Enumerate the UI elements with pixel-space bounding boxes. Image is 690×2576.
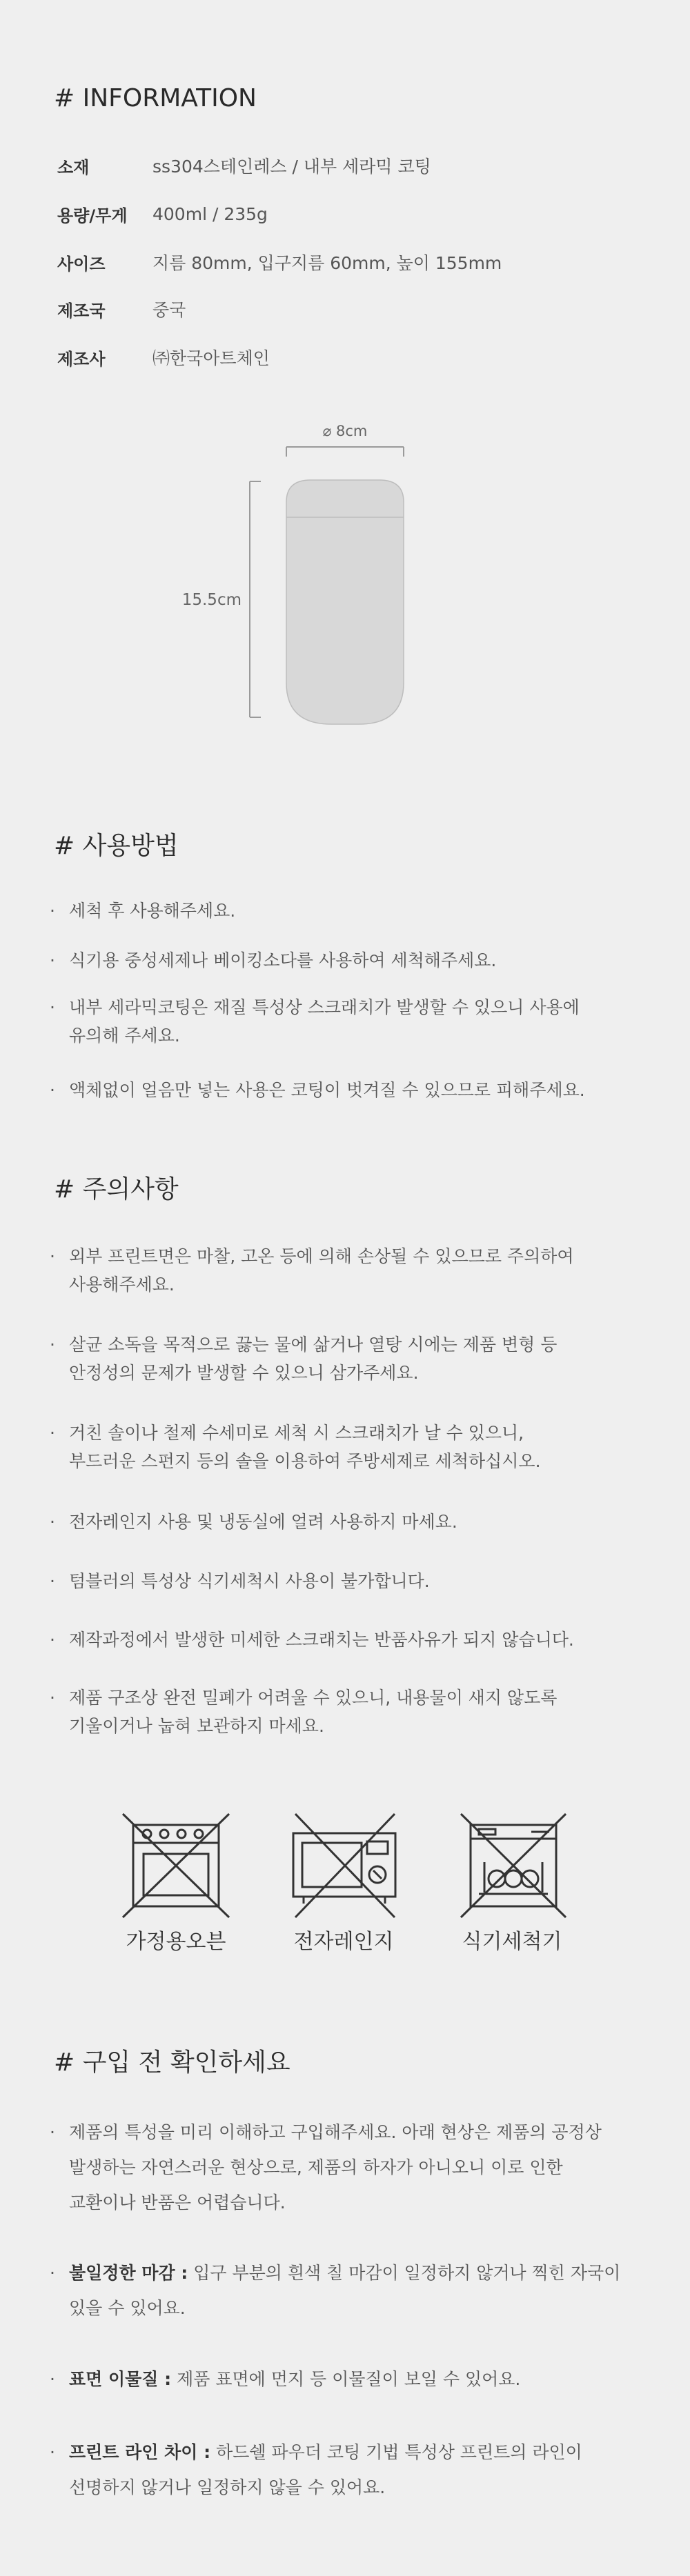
height-label: 15.5cm bbox=[181, 591, 241, 609]
before-purchase-line bbox=[50, 2255, 643, 2290]
info-label: 용량/무게 bbox=[57, 206, 128, 226]
bullet-dot: · bbox=[50, 1512, 55, 1532]
caution-item-line: 제작과정에서 발생한 미세한 스크래치는 반품사유가 되지 않습니다. bbox=[69, 1630, 574, 1650]
dishwasher-icon bbox=[461, 1814, 566, 1917]
before-purchase-line bbox=[50, 2435, 643, 2470]
caution-item-line: 텀블러의 특성상 식기세척시 사용이 불가합니다. bbox=[69, 1571, 430, 1591]
caution-item-line: 제품 구조상 완전 밀폐가 어려울 수 있으니, 내용물이 새지 않도록 bbox=[69, 1688, 558, 1708]
before-purchase-line: 제품의 특성을 미리 이해하고 구입해주세요. 아래 현상은 제품의 공정상 bbox=[69, 2122, 602, 2142]
caution-title: # 주의사항 bbox=[54, 1175, 179, 1204]
bullet-dot: · bbox=[50, 901, 55, 921]
before-purchase-line: 발생하는 자연스러운 현상으로, 제품의 하자가 아니오니 이로 인한 bbox=[69, 2157, 563, 2177]
info-value: ㈜한국아트체인 bbox=[152, 348, 270, 368]
before-purchase-text: 하드쉘 파우더 코팅 기법 특성상 프린트의 라인이 bbox=[210, 2442, 582, 2462]
bullet-dot: · bbox=[50, 2369, 55, 2389]
bullet-dot: · bbox=[50, 950, 55, 970]
caution-item-line: 외부 프린트면은 마찰, 고온 등에 의해 손상될 수 있으므로 주의하여 bbox=[69, 1246, 574, 1266]
info-label: 제조사 bbox=[57, 349, 106, 369]
bullet-dot: · bbox=[50, 2263, 55, 2283]
info-value: 400ml / 235g bbox=[152, 203, 268, 224]
before-purchase-line: 선명하지 않거나 일정하지 않을 수 있어요. bbox=[69, 2477, 386, 2497]
caution-item-line: 사용해주세요. bbox=[69, 1275, 175, 1295]
before-purchase-title: # 구입 전 확인하세요 bbox=[54, 2048, 290, 2077]
microwave-label: 전자레인지 bbox=[293, 1930, 394, 1954]
bullet-dot: · bbox=[50, 1630, 55, 1650]
info-value: 중국 bbox=[152, 300, 186, 320]
dishwasher-label: 식기세척기 bbox=[462, 1930, 562, 1954]
usage-item-line: 액체없이 얼음만 넣는 사용은 코팅이 벗겨질 수 있으므로 피해주세요. bbox=[69, 1080, 585, 1100]
caution-item-line: 안정성의 문제가 발생할 수 있으니 삼가주세요. bbox=[69, 1363, 419, 1383]
bullet-dot: · bbox=[50, 2442, 55, 2462]
caution-item-line: 부드러운 스펀지 등의 솔을 이용하여 주방세제로 세척하십시오. bbox=[69, 1451, 541, 1471]
usage-item-line: 세척 후 사용해주세요. bbox=[69, 901, 236, 921]
bullet-dot: · bbox=[50, 2122, 55, 2142]
before-purchase-item bbox=[50, 2435, 643, 2505]
before-purchase-item bbox=[50, 2362, 643, 2397]
microwave-icon bbox=[293, 1814, 395, 1917]
before-purchase-text: 입구 부분의 흰색 칠 마감이 일정하지 않거나 찍힌 자국이 bbox=[188, 2263, 621, 2283]
usage-item-line: 유의해 주세요. bbox=[69, 1026, 180, 1046]
before-purchase-line bbox=[50, 2362, 643, 2397]
caution-item-line: 살균 소독을 목적으로 끓는 물에 삶거나 열탕 시에는 제품 변형 등 bbox=[69, 1335, 558, 1355]
usage-item-line: 내부 세라믹코팅은 재질 특성상 스크래치가 발생할 수 있으니 사용에 bbox=[69, 997, 580, 1017]
info-label: 사이즈 bbox=[57, 254, 106, 274]
width-label: ⌀ 8cm bbox=[322, 423, 368, 439]
info-value: ss304스테인레스 / 내부 세라믹 코팅 bbox=[152, 157, 431, 177]
bullet-dot: · bbox=[50, 1335, 55, 1355]
usage-title: # 사용방법 bbox=[54, 832, 179, 860]
oven-label: 가정용오븐 bbox=[126, 1930, 226, 1954]
before-purchase-item bbox=[50, 2115, 643, 2220]
before-purchase-item bbox=[50, 2255, 643, 2326]
bullet-dot: · bbox=[50, 997, 55, 1017]
info-value: 지름 80mm, 입구지름 60mm, 높이 155mm bbox=[152, 253, 502, 273]
bullet-dot: · bbox=[50, 1423, 55, 1443]
caution-item-line: 기울이거나 눕혀 보관하지 마세요. bbox=[69, 1716, 324, 1736]
before-purchase-line: 교환이나 반품은 어렵습니다. bbox=[69, 2193, 286, 2213]
before-purchase-bold: 프린트 라인 차이 : bbox=[69, 2442, 211, 2462]
before-purchase-text: 제품 표면에 먼지 등 이물질이 보일 수 있어요. bbox=[171, 2369, 521, 2389]
info-label: 소재 bbox=[57, 157, 90, 177]
usage-item-line: 식기용 중성세제나 베이킹소다를 사용하여 세척해주세요. bbox=[69, 950, 497, 970]
caution-item-line: 거친 솔이나 철제 수세미로 세척 시 스크래치가 날 수 있으니, bbox=[69, 1423, 524, 1443]
caution-item-line: 전자레인지 사용 및 냉동실에 얼려 사용하지 마세요. bbox=[69, 1512, 457, 1532]
before-purchase-bold: 불일정한 마감 : bbox=[69, 2263, 188, 2283]
bullet-dot: · bbox=[50, 1246, 55, 1266]
information-title: # INFORMATION bbox=[54, 84, 257, 112]
bullet-dot: · bbox=[50, 1688, 55, 1708]
info-label: 제조국 bbox=[57, 301, 106, 321]
bullet-dot: · bbox=[50, 1080, 55, 1100]
oven-icon bbox=[123, 1814, 229, 1917]
before-purchase-line: 있을 수 있어요. bbox=[69, 2298, 186, 2318]
bullet-dot: · bbox=[50, 1571, 55, 1591]
before-purchase-bold: 표면 이물질 : bbox=[69, 2369, 172, 2389]
